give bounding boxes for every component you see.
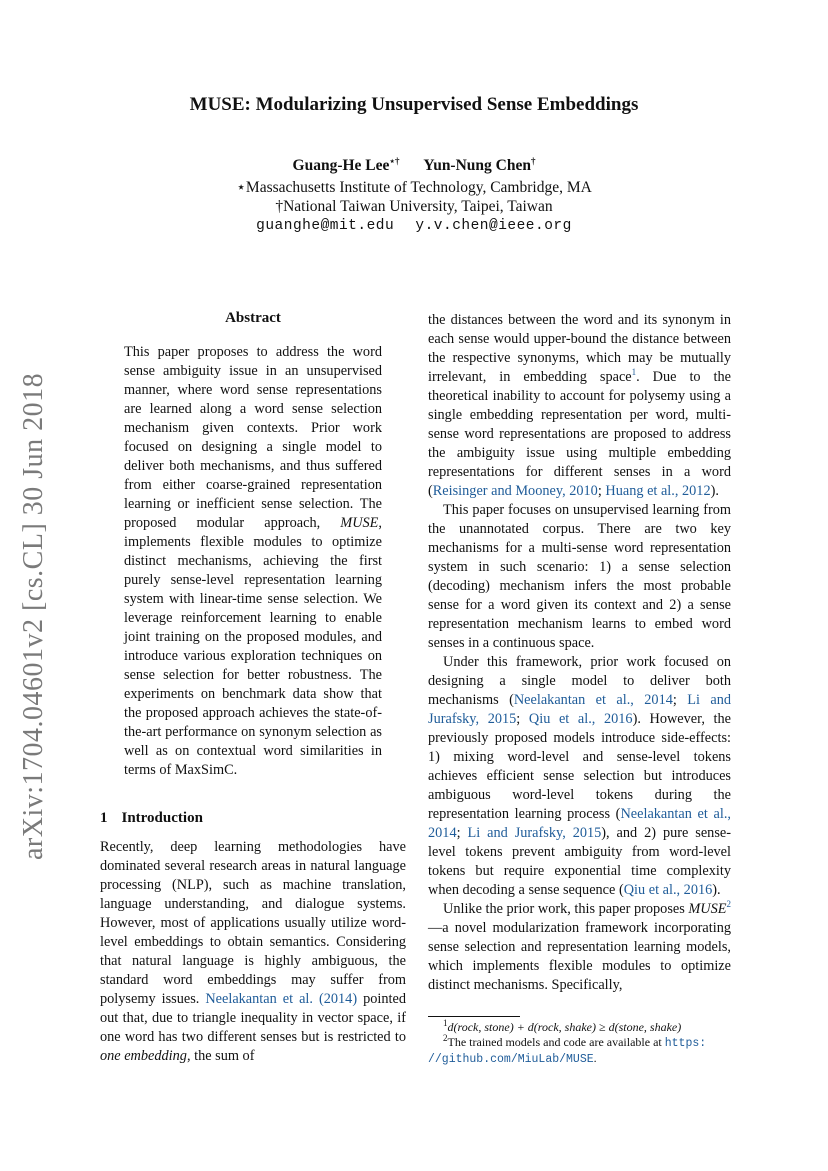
arxiv-identifier-stamp: arXiv:1704.04601v2 [cs.CL] 30 Jun 2018 <box>18 372 49 860</box>
footnote-marker[interactable]: 1 <box>631 367 637 378</box>
citation-link[interactable]: Huang et al., 2012 <box>605 483 711 499</box>
citation-link[interactable]: Li and Jurafsky, 2015 <box>428 692 731 727</box>
footnote-2: $^2$The trained models and code are available at https: //github.com/MiuLab/MUSE. <box>428 1033 707 1066</box>
right-column-body <box>428 311 731 995</box>
section-heading-introduction: 1 Introduction <box>100 810 203 826</box>
affiliation-ntu: †National Taiwan University, Taipei, Taiwan <box>275 198 553 215</box>
citation-link[interactable]: Qiu et al., 2016 <box>528 711 633 727</box>
citation-link[interactable]: Neelakantan et al., 2014 <box>513 692 673 708</box>
citation-link[interactable]: Reisinger and Mooney, 2010 <box>432 483 598 499</box>
abstract-heading: Abstract <box>225 310 281 326</box>
affiliation-mit: ⋆Massachusetts Institute of Technology, Cambridge, MA <box>236 179 592 196</box>
footnote-rule <box>428 1016 520 1017</box>
author-name: Yun-Nung Chen† <box>423 155 536 174</box>
footnotes <box>428 1020 731 1067</box>
repository-link[interactable]: https: <box>664 1037 707 1050</box>
paragraph: Recently, deep learning methodologies have dominated several research areas in natural language processing (NLP), such as machine translation, language understanding, and dialogue systems. However, most of applications usually utilize word-level embeddings to obtain semantics. Considering that natural language is highly ambiguous, the standard word embeddings may suffer from polysemy issues. Neelakantan et al. (2014) pointed out that, due to triangle inequality in vector space, if one word has two different senses but is restricted to one embedding, the sum of <box>100 839 406 1064</box>
left-column-body <box>100 838 406 1066</box>
citation-link[interactable]: Qiu et al., 2016 <box>623 882 713 898</box>
paper-title: MUSE: Modularizing Unsupervised Sense Embeddings <box>189 94 639 115</box>
abstract-text: This paper proposes to address the word sense ambiguity issue in an unsupervised manner, where word sense representations are learned along a word sense selection mechanism given contexts. Prior work focused on designing a single model to deliver both mechanisms, and thus suffered from either coarse-grained representation learning or inefficient sense selection. The proposed modular approach, MUSE, implements flexible modules to optimize distinct mechanisms, achieving the first purely sense-level representation learning system with linear-time sense selection. We leverage reinforcement learning to enable joint training on the proposed modules, and introduce various exploration techniques on sense selection for better robustness. The experiments on benchmark data show that the proposed approach achieves the state-of-the-art performance on synonym selection as well as on contextual word similarities in terms of MaxSimC. <box>124 344 382 778</box>
citation-link[interactable]: Neelakantan et al. (2014) <box>205 991 358 1007</box>
footnote-marker[interactable]: 2 <box>726 899 732 910</box>
repository-link[interactable]: //github.com/MiuLab/MUSE <box>428 1053 594 1066</box>
author-name: Guang-He Lee⋆† <box>292 155 400 174</box>
paragraph: the distances between the word and its synonym in each sense would upper-bound the distance between the respective synonyms, which may be mutually irrelevant, in embedding space$^1$. Due to the theoretical inability to account for polysemy using a single embedding representation per word, multi-sense word representations are proposed to address the ambiguity issue using multiple embedding representations for different senses in a word (Reisinger and Mooney, 2010; Huang et al., 2012). <box>428 312 732 499</box>
paragraph: This paper focuses on unsupervised learning from the unannotated corpus. There are two key mechanisms for a multi-sense word representation system in such scenario: 1) a sense selection (decoding) mechanism infers the most probable sense for a word given its context and 2) a sense representation mechanism learns to embed word senses in a continuous space. <box>428 502 731 651</box>
footnote-1: $^1$d(rock, stone) + d(rock, shake) ≥ d(stone, shake) <box>443 1018 682 1034</box>
email-address: guanghe@mit.edu <box>256 218 395 234</box>
author-emails <box>0 218 828 234</box>
author-list <box>0 157 828 175</box>
citation-link[interactable]: Li and Jurafsky, 2015 <box>467 825 602 841</box>
paragraph: Unlike the prior work, this paper proposes MUSE$^2$—a novel modularization framework incorporating sense selection and representation learning models, which implements flexible modules to optimize distinct mechanisms. Specifically, <box>428 899 732 993</box>
paragraph: Under this framework, prior work focused on designing a single model to deliver both mechanisms (Neelakantan et al., 2014; Li and Jurafsky, 2015; Qiu et al., 2016). However, the previously proposed models introduce side-effects: 1) mixing word-level and sense-level tokens achieves efficient sense selection but introduces ambiguous word-level tokens during the representation learning process (Neelakantan et al., 2014; Li and Jurafsky, 2015), and 2) pure sense-level tokens prevent ambiguity from word-level tokens but require exponential time complexity when decoding a sense sequence (Qiu et al., 2016). <box>428 654 732 898</box>
email-address: y.v.chen@ieee.org <box>415 218 572 234</box>
citation-link[interactable]: Neelakantan et al., 2014 <box>428 806 732 841</box>
